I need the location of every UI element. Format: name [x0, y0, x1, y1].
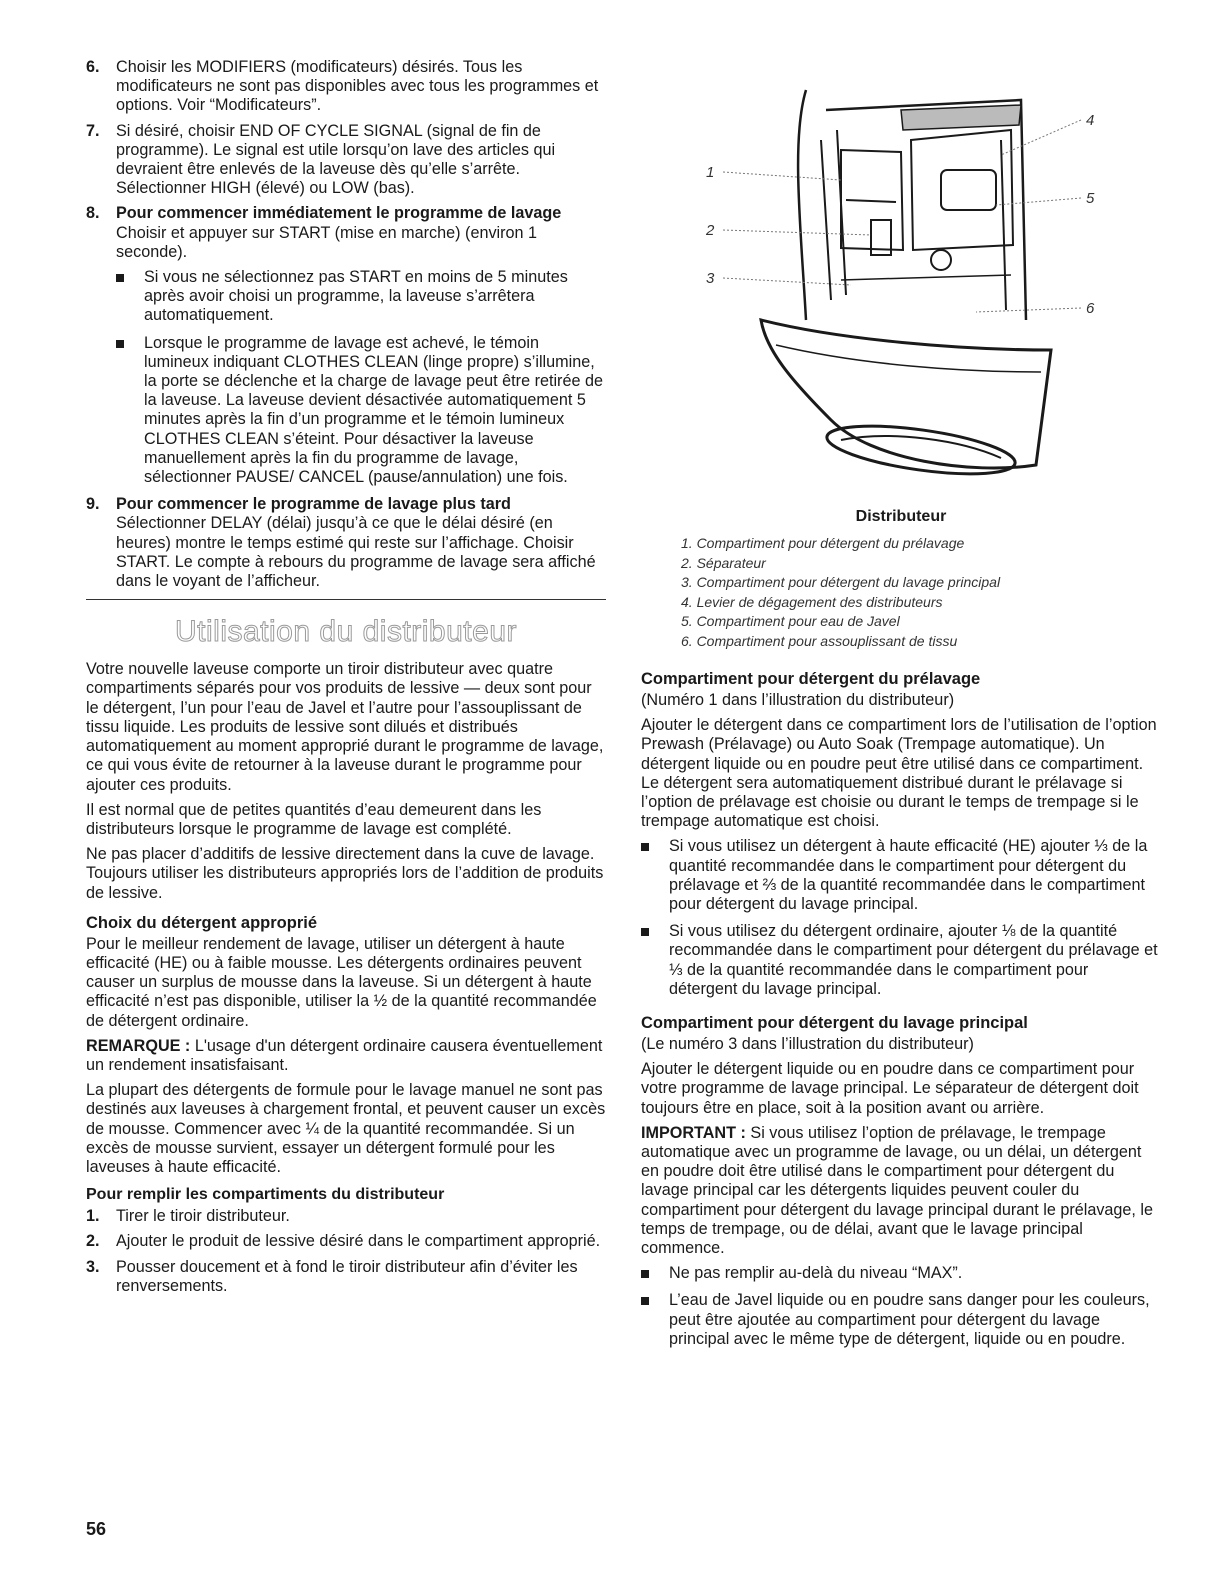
bullet-square-icon [116, 340, 124, 348]
step-number: 9. [86, 495, 100, 514]
figure-legend [641, 534, 1161, 651]
paragraph: Votre nouvelle laveuse comporte un tiroir distributeur avec quatre compartiments séparés pour vos produits de lessive — deux sont pour le détergent, l’un pour l’eau de Javel et l’autre pour l’assouplissant de tissu liquide. Les produits de lessive sont dilués et distribués automatiquement au moment approprié durant le programme de lavage, ce qui vous évite de retourner à la laveuse durant le programme pour ajouter ces produits. [86, 660, 604, 794]
legend-item: 5. Compartiment pour eau de Javel [681, 613, 900, 629]
paragraph: Ajouter le détergent dans ce compartiment lors de l’utilisation de l’option Prewash (Prélavage) ou Auto Soak (Trempage automatique). Un détergent liquide ou en poudre peut être utilisé dans ce compartiment. Le détergent sera automatiquement distribué durant le prélavage si l’option de prélavage est choisie ou durant le temps de trempage si le trempage automatique est choisi. [641, 716, 1157, 831]
bullet-text: Ne pas remplir au-delà du niveau “MAX”. [669, 1264, 963, 1283]
paragraph: Il est normal que de petites quantités d’eau demeurent dans les distributeurs lorsque le programme de lavage est complété. [86, 800, 542, 838]
callout-2: 2 [706, 222, 715, 239]
bullet-item [116, 334, 606, 488]
bullet-square-icon [641, 843, 649, 851]
paragraph: (Le numéro 3 dans l’illustration du distributeur) [641, 1035, 974, 1054]
step-9 [86, 495, 606, 591]
section-title: Utilisation du distributeur [175, 615, 517, 649]
remarque-text: L'usage d'un détergent ordinaire causera éventuellement un rendement insatisfaisant. [86, 1036, 603, 1074]
bullet-square-icon [641, 1270, 649, 1278]
legend-item: 3. Compartiment pour détergent du lavage principal [681, 574, 1001, 590]
remarque-paragraph [86, 1037, 606, 1075]
callout-6: 6 [1086, 300, 1095, 317]
dispenser-figure [641, 80, 1161, 520]
step-number: 1. [86, 1207, 100, 1226]
callout-1: 1 [706, 164, 715, 181]
step-text: Sélectionner DELAY (délai) jusqu’à ce que le délai désiré (en heures) montre le temps estimé qui reste sur l’affichage. Choisir START. Le compte à rebours du programme de lavage sera affiché dans le voyant de l’afficheur. [116, 514, 596, 591]
step-7 [86, 122, 606, 199]
important-paragraph [641, 1124, 1161, 1258]
bullet-item [641, 1291, 1161, 1349]
right-column [641, 80, 1161, 1357]
step-text: Ajouter le produit de lessive désiré dans le compartiment approprié. [116, 1232, 601, 1251]
important-text: Si vous utilisez l’option de prélavage, le trempage automatique avec un programme de lavage, ou un délai, un détergent en poudre doit être utilisé dans le compartiment pour détergent du lavage principal car les détergents liquides peuvent couler du compartiment pour détergent du lavage principal durant le prélavage, le temps de trempage, ou de délai, avant que le lavage principal commence. [641, 1123, 1154, 1258]
paragraph: La plupart des détergents de formule pour le lavage manuel ne sont pas destinés aux laveuses à chargement frontal, et peuvent causer un excès de mousse. Commencer avec ¼ de la quantité recommandée. Si un excès de mousse survient, essayer un détergent formulé pour les laveuses à haute efficacité. [86, 1081, 606, 1176]
legend-item: 4. Levier de dégagement des distributeurs [681, 593, 943, 610]
subheading-choix: Choix du détergent approprié [86, 913, 318, 932]
bullet-text: Lorsque le programme de lavage est achevé, le témoin lumineux indiquant CLOTHES CLEAN (linge propre) s’illumine, la porte se déclenche et la charge de lavage peut être retirée de la laveuse. La laveuse devient désactivée automatiquement 5 minutes après la fin d’un programme et le témoin lumineux CLOTHES CLEAN s’éteint. Pour désactiver la laveuse manuellement après la fin du programme de lavage, sélectionner PAUSE/ CANCEL (pause/annulation) une fois. [144, 333, 603, 487]
paragraph: Ne pas placer d’additifs de lessive directement dans la cuve de lavage. Toujours utiliser les distributeurs appropriés lors de l’addition de produits de lessive. [86, 845, 604, 902]
legend-item: 2. Séparateur [681, 554, 766, 571]
bullet-text: Si vous utilisez un détergent à haute efficacité (HE) ajouter ⅓ de la quantité recommandée dans le compartiment pour détergent du prélavage et ⅔ de la quantité recommandée dans le compartiment pour détergent du lavage principal. [669, 837, 1148, 914]
remarque-label: REMARQUE : [86, 1036, 191, 1055]
figure-caption: Distributeur [855, 508, 947, 525]
step-text: Si désiré, choisir END OF CYCLE SIGNAL (signal de fin de programme). Le signal est utile lorsqu’on lave des articles qui devraient être enlevés de la laveuse dès qu’elle s’arrête. Sélectionner HIGH (élevé) ou LOW (bas). [116, 121, 556, 198]
subheading-remplir: Pour remplir les compartiments du distributeur [86, 1186, 445, 1204]
step-text: Choisir et appuyer sur START (mise en marche) (environ 1 seconde). [116, 223, 538, 261]
bullet-item [641, 922, 1161, 999]
step-8 [86, 204, 606, 262]
paragraph: Pour le meilleur rendement de lavage, utiliser un détergent à haute efficacité (HE) ou à faible mousse. Les détergents ordinaires peuvent causer un surplus de mousse dans la laveuse. Si un détergent à haute efficacité n’est pas disponible, utiliser la ½ de la quantité recommandée de détergent ordinaire. [86, 934, 597, 1030]
dispenser-drawer-illustration [641, 80, 1161, 510]
step-text: Pousser doucement et à fond le tiroir distributeur afin d’éviter les renversements. [116, 1257, 578, 1295]
legend-item: 1. Compartiment pour détergent du prélavage [681, 535, 965, 551]
important-label: IMPORTANT : [641, 1123, 746, 1142]
bullet-text: L’eau de Javel liquide ou en poudre sans danger pour les couleurs, peut être ajoutée au compartiment pour détergent du lavage principal avec le même type de détergent, liquide ou en poudre. [669, 1291, 1150, 1348]
bullet-item [641, 1264, 1161, 1283]
step-6 [86, 58, 606, 116]
step-number: 7. [86, 121, 100, 140]
bullet-text: Si vous ne sélectionnez pas START en moins de 5 minutes après avoir choisi un programme, la laveuse s’arrêtera automatiquement. [144, 268, 568, 325]
bullet-item [641, 837, 1161, 914]
fill-step [86, 1232, 606, 1251]
step-number: 2. [86, 1232, 100, 1251]
step-text: Tirer le tiroir distributeur. [116, 1207, 290, 1226]
bullet-text: Si vous utilisez du détergent ordinaire, ajouter ⅛ de la quantité recommandée dans le compartiment pour détergent du prélavage et ⅓ de la quantité recommandée dans le compartiment pour détergent du lavage principal. [669, 922, 1158, 998]
bullet-square-icon [641, 928, 649, 936]
step-number: 3. [86, 1257, 100, 1276]
divider [86, 599, 606, 600]
paragraph: (Numéro 1 dans l’illustration du distributeur) [641, 691, 955, 709]
bullet-square-icon [641, 1297, 649, 1305]
left-column [86, 58, 606, 1302]
subheading-principal: Compartiment pour détergent du lavage principal [641, 1014, 1028, 1033]
subheading-prelavage: Compartiment pour détergent du prélavage [641, 670, 981, 688]
page-number: 56 [86, 1519, 107, 1539]
bullet-item [116, 268, 606, 326]
paragraph: Ajouter le détergent liquide ou en poudre dans ce compartiment pour votre programme de lavage principal. Le séparateur de détergent doit toujours être en place, soit à la position avant ou arrière. [641, 1060, 1139, 1117]
step-title: Pour commencer le programme de lavage plus tard [116, 495, 511, 514]
step-number: 6. [86, 58, 100, 76]
bullet-square-icon [116, 274, 124, 282]
legend-item: 6. Compartiment pour assouplissant de tissu [681, 632, 958, 649]
callout-3: 3 [706, 270, 715, 287]
step-number: 8. [86, 204, 100, 223]
fill-step [86, 1207, 606, 1226]
callout-4: 4 [1086, 112, 1095, 129]
step-title: Pour commencer immédiatement le programme de lavage [116, 204, 562, 223]
step-text: Choisir les MODIFIERS (modificateurs) désirés. Tous les modificateurs ne sont pas disponibles avec tous les programmes et options. Voir “Modificateurs”. [116, 58, 599, 115]
callout-5: 5 [1086, 190, 1095, 207]
fill-step [86, 1258, 606, 1296]
